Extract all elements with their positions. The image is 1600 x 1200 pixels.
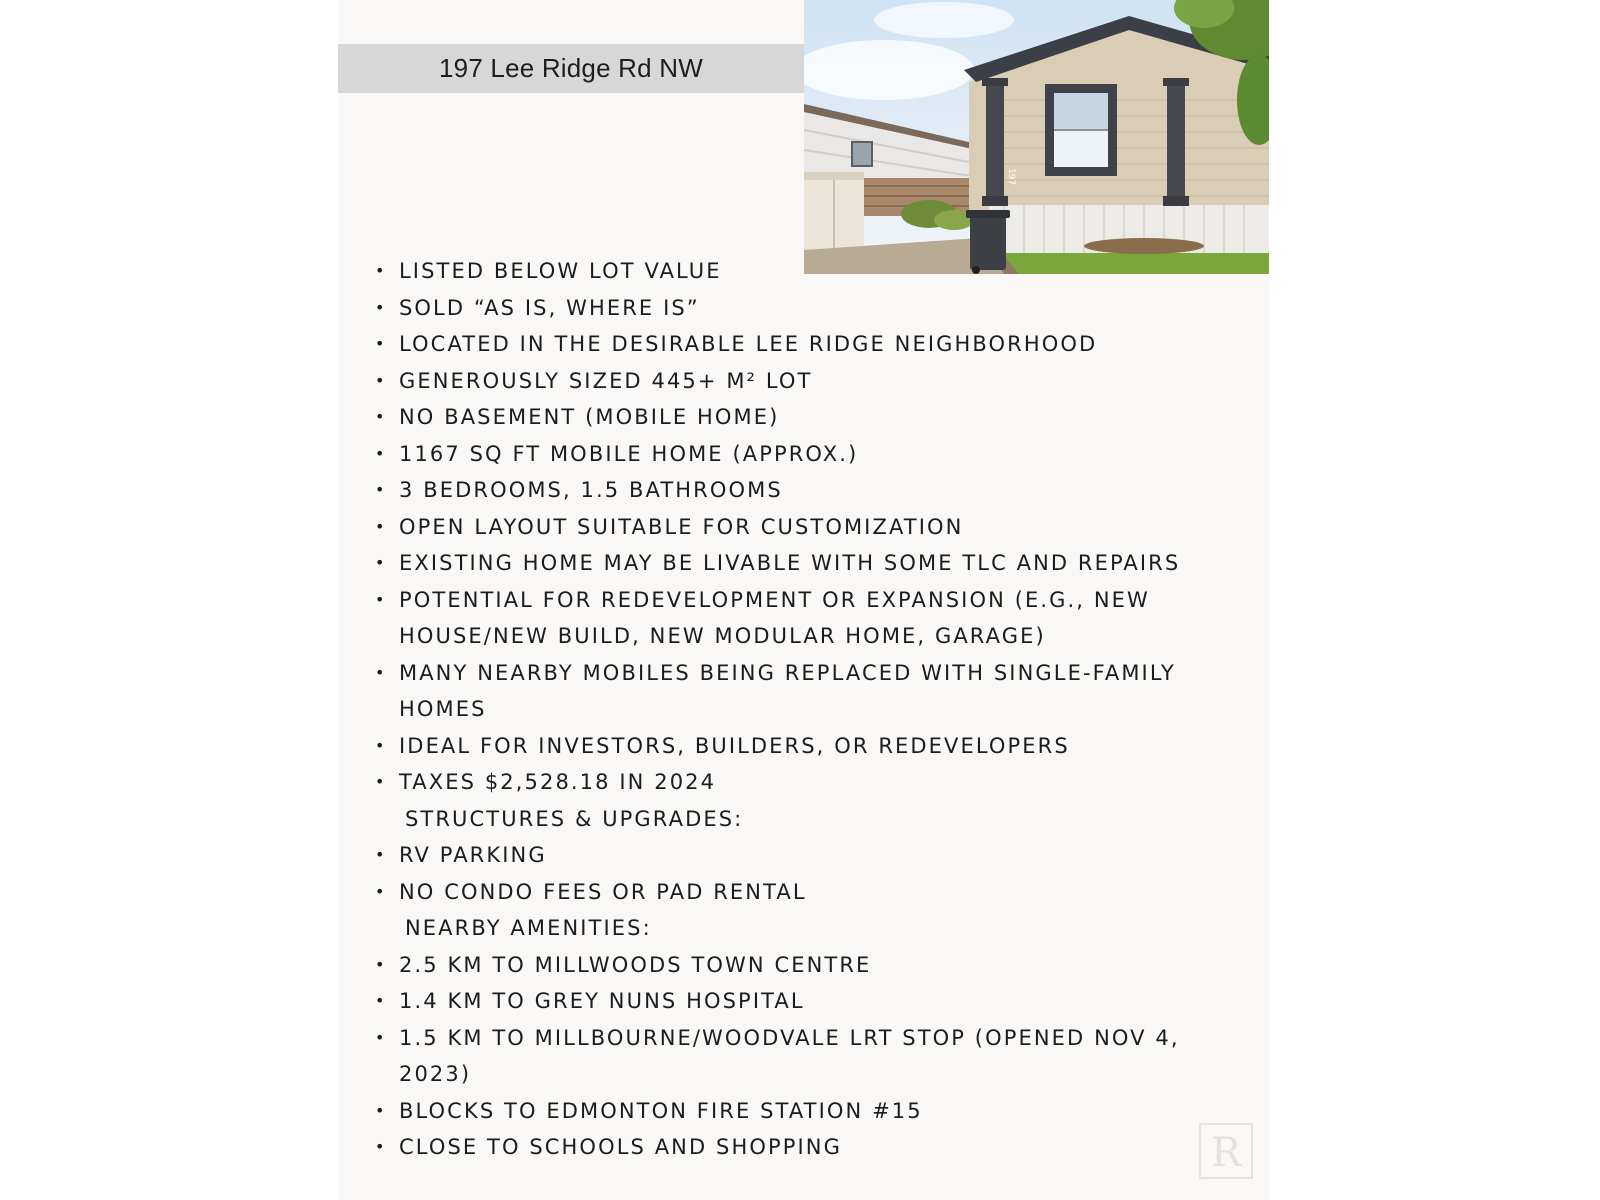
list-item: • TAXES $2,528.18 IN 2024 [375,764,1235,801]
section-heading-amenities: NEARBY AMENITIES: [405,916,652,940]
list-item: • OPEN LAYOUT SUITABLE FOR CUSTOMIZATION [375,509,1235,546]
list-item: • BLOCKS TO EDMONTON FIRE STATION #15 [375,1093,1235,1130]
list-item: • SOLD “AS IS, WHERE IS” [375,290,1235,327]
list-item: • 1.5 KM TO MILLBOURNE/WOODVALE LRT STOP (OPENED NOV 4, [375,1020,1235,1057]
list-item: • LOCATED IN THE DESIRABLE LEE RIDGE NEIGHBORHOOD [375,326,1235,363]
list-item: • LISTED BELOW LOT VALUE [375,253,1235,290]
list-item: • EXISTING HOME MAY BE LIVABLE WITH SOME TLC AND REPAIRS [375,545,1235,582]
feature-list [375,253,1235,1166]
section-heading-structures: STRUCTURES & UPGRADES: [405,806,744,831]
list-item-continuation: HOMES [399,697,487,721]
list-item: • IDEAL FOR INVESTORS, BUILDERS, OR REDEVELOPERS [375,728,1235,765]
house-number: 197 [1006,168,1016,186]
list-item: • 3 BEDROOMS, 1.5 BATHROOMS [375,472,1235,509]
list-item: • RV PARKING [375,837,1235,874]
house-exterior-photo [804,0,1269,274]
logo-letter: R [1210,1130,1242,1176]
listing-address: 197 Lee Ridge Rd NW [439,53,703,83]
list-item: • MANY NEARBY MOBILES BEING REPLACED WITH SINGLE-FAMILY [375,655,1235,692]
list-item: • NO CONDO FEES OR PAD RENTAL [375,874,1235,911]
realtor-logo-icon [1198,1122,1254,1180]
title-band [338,44,804,93]
list-item: • 2.5 KM TO MILLWOODS TOWN CENTRE [375,947,1235,984]
list-item: • NO BASEMENT (MOBILE HOME) [375,399,1235,436]
list-item: • 1.4 KM TO GREY NUNS HOSPITAL [375,983,1235,1020]
list-item: • GENEROUSLY SIZED 445+ M² LOT [375,363,1235,400]
list-item-continuation: 2023) [399,1062,472,1086]
list-item: • POTENTIAL FOR REDEVELOPMENT OR EXPANSION (E.G., NEW [375,582,1235,619]
list-item: • CLOSE TO SCHOOLS AND SHOPPING [375,1129,1235,1166]
listing-sheet [338,0,1269,1200]
list-item-continuation: HOUSE/NEW BUILD, NEW MODULAR HOME, GARAGE) [399,624,1046,648]
list-item: • 1167 SQ FT MOBILE HOME (APPROX.) [375,436,1235,473]
